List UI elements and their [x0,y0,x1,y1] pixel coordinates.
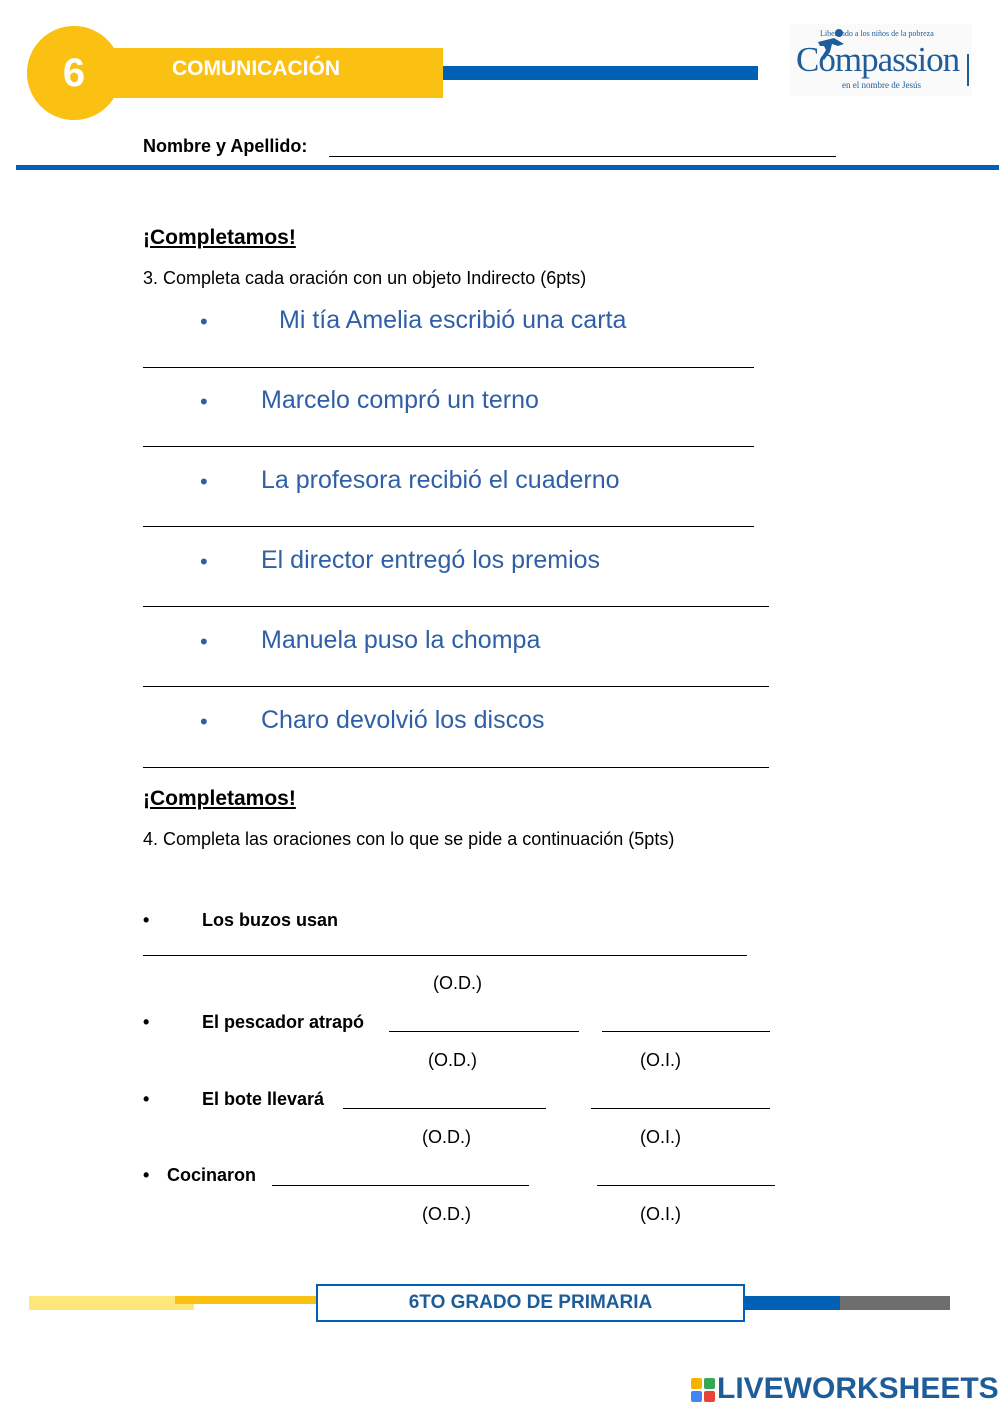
label-od: (O.D.) [433,973,482,993]
answer-line-4[interactable] [143,606,769,607]
answer-line-oi-2[interactable] [602,1031,770,1032]
bullet: • [143,1165,150,1185]
label-od: (O.D.) [422,1127,471,1147]
answer-line-od-3[interactable] [343,1108,546,1109]
sentence-5: Manuela puso la chompa [261,626,541,654]
header-accent-bar [443,66,758,80]
label-oi: (O.I.) [640,1204,681,1224]
answer-line-6[interactable] [143,767,769,768]
bullet: • [200,309,208,334]
answer-line-5[interactable] [143,686,769,687]
section2-title: ¡Completamos! [143,787,296,810]
name-label: Nombre y Apellido: [143,136,308,156]
answer-line-3[interactable] [143,526,754,527]
header-rule [16,165,999,170]
prompt-2: El pescador atrapó [202,1012,365,1032]
footer-stripe-yellow [175,1296,317,1304]
sentence-1: Mi tía Amelia escribió una carta [279,306,627,334]
bullet: • [143,910,150,930]
section2-instruction: 4. Completa las oraciones con lo que se pide a continuación (5pts) [143,829,675,849]
liveworksheets-icon [690,1377,716,1403]
prompt-3: El bote llevará [202,1089,325,1109]
logo-brand: Compassion [796,40,960,79]
answer-line-1[interactable] [143,367,754,368]
bullet: • [143,1089,150,1109]
answer-line-oi-3[interactable] [591,1108,770,1109]
prompt-1: Los buzos usan [202,910,339,930]
bullet: • [200,469,208,494]
footer-stripe-blue [745,1296,840,1310]
label-od: (O.D.) [428,1050,477,1070]
logo-tagline: Liberando a los niños de la pobreza [820,29,934,38]
answer-line-od-2[interactable] [389,1031,579,1032]
bullet: • [200,549,208,574]
footer-stripe-gray [840,1296,950,1310]
bullet: • [200,629,208,654]
answer-line-2[interactable] [143,446,754,447]
sentence-4: El director entregó los premios [261,546,601,574]
sentence-3: La profesora recibió el cuaderno [261,466,620,494]
bullet: • [200,709,208,734]
label-oi: (O.I.) [640,1127,681,1147]
bullet: • [200,389,208,414]
logo-subtitle: en el nombre de Jesús [842,80,921,90]
subject-title: COMUNICACIÓN [172,57,340,80]
prompt-4: Cocinaron [167,1165,257,1185]
bullet: • [143,1012,150,1032]
sentence-2: Marcelo compró un terno [261,386,539,414]
sentence-6: Charo devolvió los discos [261,706,545,734]
answer-line-od-4[interactable] [272,1185,529,1186]
answer-line-oi-4[interactable] [597,1185,775,1186]
section1-title: ¡Completamos! [143,226,296,249]
answer-line-od-1[interactable] [143,955,747,956]
logo-divider [967,54,969,86]
footer-grade-label: 6TO GRADO DE PRIMARIA [408,1292,653,1313]
footer-stripe-light-yellow [29,1296,194,1310]
section1-instruction: 3. Completa cada oración con un objeto Indirecto (6pts) [143,268,587,288]
name-input-line[interactable] [329,156,836,157]
label-oi: (O.I.) [640,1050,681,1070]
label-od: (O.D.) [422,1204,471,1224]
grade-number: 6 [62,51,86,95]
liveworksheets-watermark: LIVEWORKSHEETS [717,1372,999,1405]
